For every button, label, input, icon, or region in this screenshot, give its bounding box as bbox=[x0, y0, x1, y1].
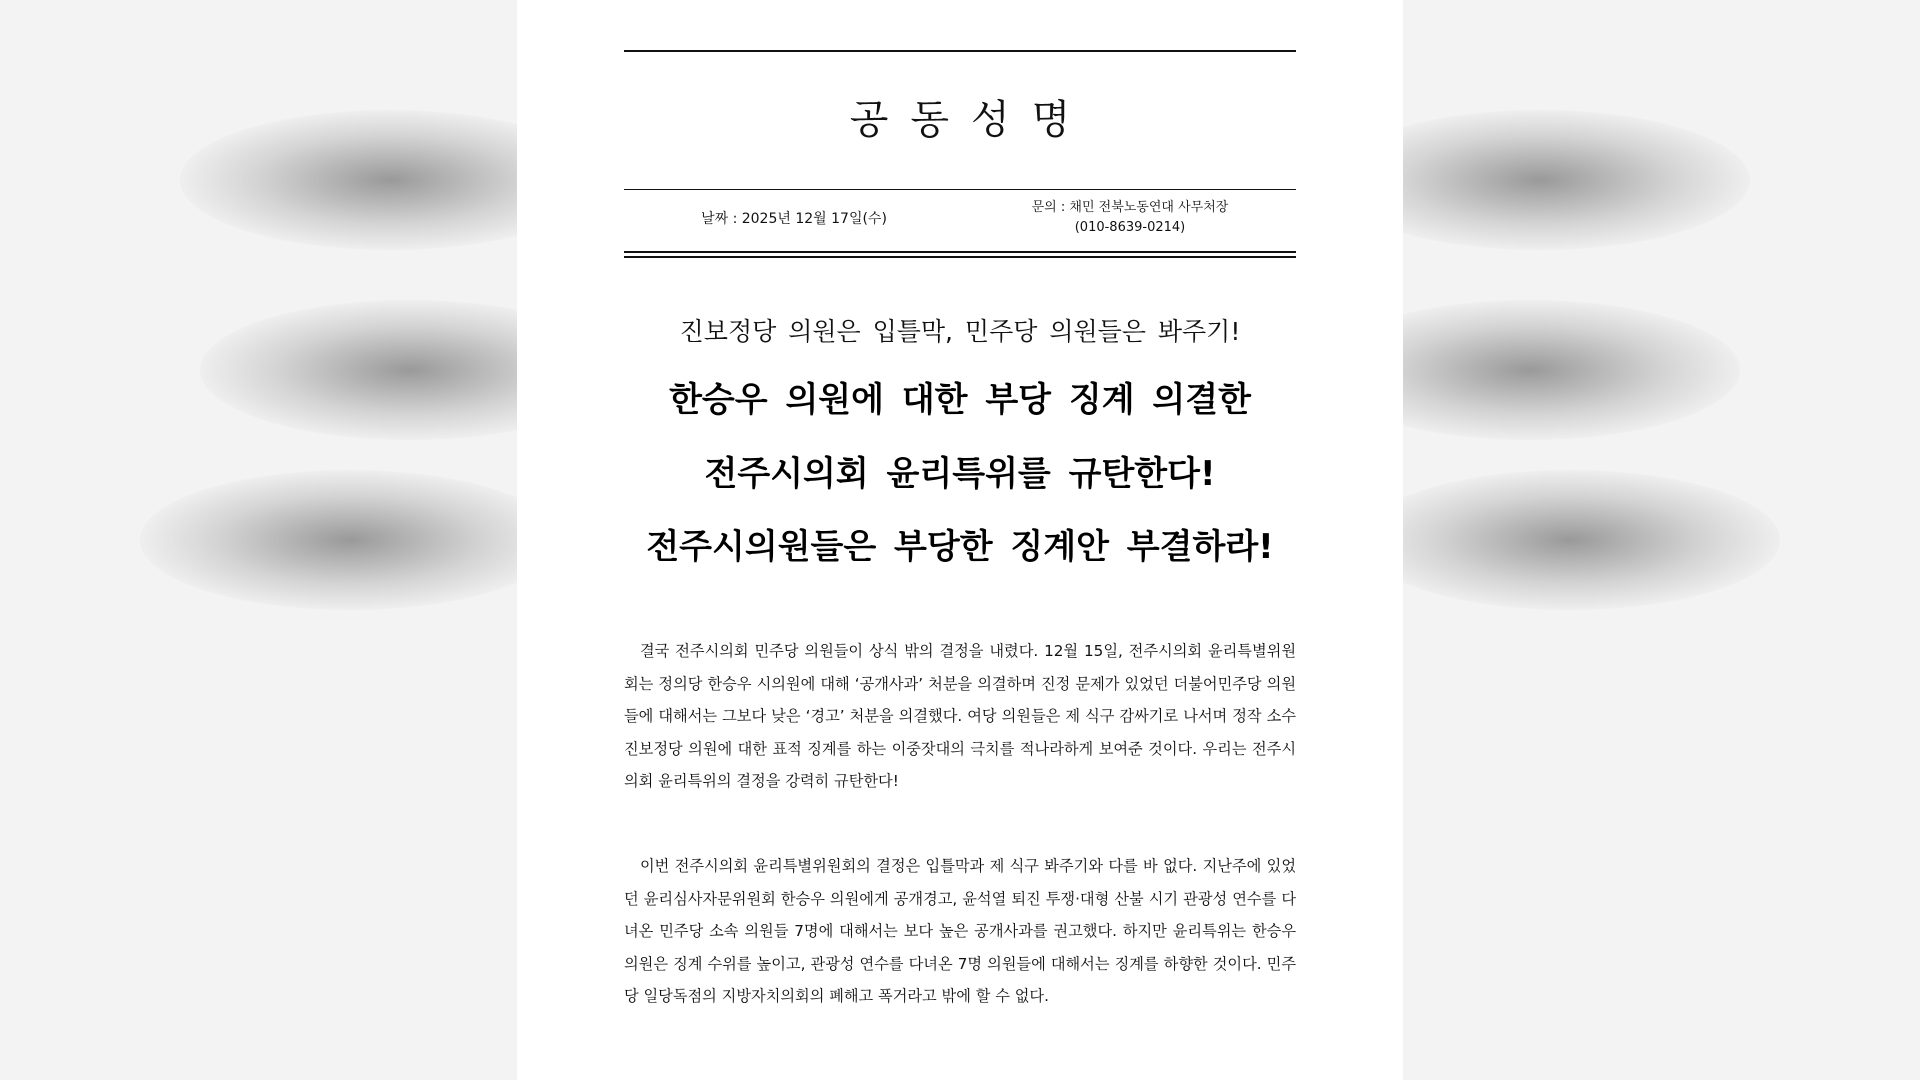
headline-line-1: 한승우 의원에 대한 부당 징계 의결한 bbox=[669, 380, 1251, 420]
contact-info bbox=[964, 198, 1296, 238]
date-line: 날짜 : 2025년 12월 17일(수) bbox=[701, 211, 887, 227]
body-paragraph-1: 결국 전주시의회 민주당 의원들이 상식 밖의 결정을 내렸다. 12월 15일, 전주시의회 윤리특별위원회는 정의당 한승우 시의원에 대해 ‘공개사과’ 처분을 의결하며 진정 문제가 있었던 더불어민주당 의원들에 대해서는 그보다 낮은 ‘경고’ 처분을 의결했다. 여당 의원들은 제 식구 감싸기로 나서며 정작 소수 진보정당 의원에 대한 표적 징계를 하는 이중잣대의 극치를 적나라하게 보여준 것이다. 우리는 전주시의회 윤리특위의 결정을 강력히 규탄한다! bbox=[624, 642, 1296, 790]
contact-name: 문의 : 채민 전북노동연대 사무처장 bbox=[1031, 200, 1229, 215]
divider bbox=[624, 189, 1296, 190]
meta-row bbox=[624, 196, 1296, 246]
headline-line-3: 전주시의원들은 부당한 징계안 부결하라! bbox=[646, 527, 1274, 567]
document-title: 공동성명 bbox=[849, 97, 1093, 143]
contact-phone: (010-8639-0214) bbox=[1074, 220, 1186, 235]
double-rule-upper bbox=[624, 251, 1296, 253]
double-rule-lower bbox=[624, 256, 1296, 258]
blur-shape bbox=[1360, 470, 1780, 610]
subheading: 진보정당 의원은 입틀막, 민주당 의원들은 봐주기! bbox=[679, 317, 1241, 346]
body-paragraph-2: 이번 전주시의회 윤리특별위원회의 결정은 입틀막과 제 식구 봐주기와 다를 바 없다. 지난주에 있었던 윤리심사자문위원회 한승우 의원에게 공개경고, 윤석열 퇴진 투쟁·대형 산불 시기 관광성 연수를 다녀온 민주당 소속 의원들 7명에 대해서는 보다 높은 공개사과를 권고했다. 하지만 윤리특위는 한승우 의원은 징계 수위를 높이고, 관광성 연수를 다녀온 7명 의원들에 대해서는 징계를 하향한 것이다. 민주당 일당독점의 지방자치의회의 폐해고 폭거라고 밖에 할 수 없다. bbox=[624, 857, 1296, 1005]
document-page bbox=[517, 0, 1403, 1080]
headline-line-2: 전주시의회 윤리특위를 규탄한다! bbox=[704, 454, 1216, 494]
top-rule bbox=[624, 50, 1296, 52]
blur-shape bbox=[140, 470, 560, 610]
